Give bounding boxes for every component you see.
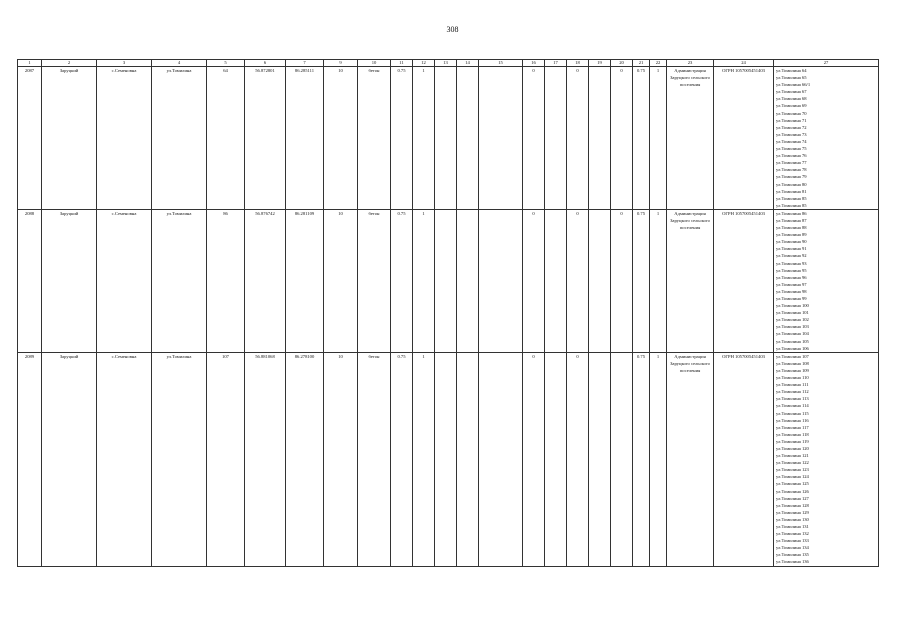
address-line: ул.Томилина 89	[776, 232, 807, 238]
cell-c14	[457, 67, 479, 210]
address-line: ул.Томилина 115	[776, 410, 809, 416]
column-header: 3	[97, 60, 152, 67]
address-line: ул.Томилина 99	[776, 296, 807, 301]
cell-c12: 1	[413, 352, 435, 566]
registry-table	[17, 59, 879, 567]
cell-house: 64	[207, 67, 245, 210]
address-line: ул.Томилина 122	[776, 460, 809, 466]
address-line: ул.Томилина 119	[776, 438, 809, 444]
cell-c9: 10	[324, 209, 358, 352]
column-header: 17	[545, 60, 567, 67]
column-header: 1	[18, 60, 42, 67]
address-line: ул.Томилина 68	[776, 96, 807, 102]
cell-c16: 0	[523, 209, 545, 352]
cell-org: Администрация Заруцкого сельского поселения	[667, 67, 714, 210]
address-line: ул.Томилина 124	[776, 474, 809, 480]
table-row	[18, 67, 879, 210]
cell-surface: бетон	[358, 209, 391, 352]
cell-c13	[435, 209, 457, 352]
cell-c9: 10	[324, 67, 358, 210]
cell-surface: бетон	[358, 67, 391, 210]
address-line: ул.Томилина 65	[776, 75, 807, 81]
address-line: ул.Томилина 127	[776, 495, 809, 501]
column-header: 15	[479, 60, 523, 67]
cell-locality: с.Семеновна	[97, 352, 152, 566]
column-header: 12	[413, 60, 435, 67]
cell-locality: с.Семеновна	[97, 209, 152, 352]
cell-locality: с.Семеновна	[97, 67, 152, 210]
column-header: 19	[589, 60, 611, 67]
cell-lat: 56.881068	[245, 352, 286, 566]
cell-c19	[589, 209, 611, 352]
address-line: ул.Томилина 66/1	[776, 82, 811, 88]
column-header: 7	[286, 60, 324, 67]
address-line: ул.Томилина 128	[776, 502, 809, 508]
address-line: ул.Томилина 86	[776, 210, 807, 216]
cell-no: 2089	[18, 352, 42, 566]
cell-c13	[435, 352, 457, 566]
address-line: ул.Томилина 73	[776, 131, 807, 137]
cell-c14	[457, 209, 479, 352]
address-line: ул.Томилина 135	[776, 552, 809, 558]
address-line: ул.Томилина 96	[776, 274, 807, 280]
cell-c19	[589, 67, 611, 210]
cell-addresses	[774, 209, 879, 352]
cell-street: ул.Томилина	[152, 352, 207, 566]
table-row	[18, 209, 879, 352]
column-header: 14	[457, 60, 479, 67]
address-line: ул.Томилина 100	[776, 303, 809, 309]
address-line: ул.Томилина 104	[776, 331, 809, 337]
cell-house: 107	[207, 352, 245, 566]
cell-c11: 0.75	[391, 209, 413, 352]
cell-c19	[589, 352, 611, 566]
cell-org: Администрация Заруцкого сельского поселения	[667, 352, 714, 566]
address-line: ул.Томилина 108	[776, 360, 809, 366]
cell-c15	[479, 352, 523, 566]
cell-no: 2087	[18, 67, 42, 210]
cell-c12: 1	[413, 209, 435, 352]
address-line: ул.Томилина 114	[776, 403, 809, 409]
cell-addresses	[774, 67, 879, 210]
address-line: ул.Томилина 112	[776, 389, 809, 395]
address-line: ул.Томилина 111	[776, 382, 809, 388]
address-line: ул.Томилина 78	[776, 167, 807, 173]
address-line: ул.Томилина 105	[776, 338, 809, 344]
address-line: ул.Томилина 91	[776, 246, 807, 252]
cell-ogrn: ОГРН 1057005451403	[714, 67, 774, 210]
cell-lon: 86.281109	[286, 209, 324, 352]
cell-c20: 0	[611, 209, 633, 352]
cell-settlement: Заруцкий	[42, 352, 97, 566]
cell-c22: 1	[650, 209, 667, 352]
address-line: ул.Томилина 109	[776, 367, 809, 373]
cell-c12: 1	[413, 67, 435, 210]
address-line: ул.Томилина 70	[776, 110, 807, 116]
cell-c20	[611, 352, 633, 566]
address-line: ул.Томилина 106	[776, 345, 809, 351]
cell-settlement: Заруцкий	[42, 67, 97, 210]
cell-c14	[457, 352, 479, 566]
column-header: 2	[42, 60, 97, 67]
column-header: 9	[324, 60, 358, 67]
cell-c16: 0	[523, 352, 545, 566]
table-row	[18, 352, 879, 566]
address-line: ул.Томилина 126	[776, 488, 809, 494]
page-number: 308	[446, 25, 459, 34]
address-line: ул.Томилина 92	[776, 253, 807, 259]
column-header: 22	[650, 60, 667, 67]
address-line: ул.Томилина 64	[776, 68, 807, 73]
column-header: 24	[714, 60, 774, 67]
cell-house: 86	[207, 209, 245, 352]
address-line: ул.Томилина 121	[776, 453, 809, 459]
cell-c11: 0.75	[391, 352, 413, 566]
column-header: 13	[435, 60, 457, 67]
address-line: ул.Томилина 88	[776, 225, 807, 231]
address-line: ул.Томилина 118	[776, 431, 809, 437]
address-line: ул.Томилина 129	[776, 509, 809, 515]
cell-c15	[479, 67, 523, 210]
cell-c21: 0.75	[633, 352, 650, 566]
address-line: ул.Томилина 81	[776, 188, 807, 194]
address-line: ул.Томилина 69	[776, 103, 807, 109]
address-line: ул.Томилина 130	[776, 516, 809, 522]
address-line: ул.Томилина 136	[776, 559, 809, 565]
cell-c21: 0.75	[633, 209, 650, 352]
column-header: 16	[523, 60, 545, 67]
address-line: ул.Томилина 80	[776, 181, 807, 187]
column-header: 5	[207, 60, 245, 67]
cell-c22: 1	[650, 352, 667, 566]
address-line: ул.Томилина 120	[776, 445, 809, 451]
header-row	[18, 60, 879, 67]
cell-addresses	[774, 352, 879, 566]
cell-settlement: Заруцкий	[42, 209, 97, 352]
address-line: ул.Томилина 101	[776, 310, 809, 316]
address-line: ул.Томилина 117	[776, 424, 809, 430]
cell-lat: 56.876742	[245, 209, 286, 352]
cell-street: ул.Томилина	[152, 67, 207, 210]
cell-c18: 0	[567, 352, 589, 566]
address-line: ул.Томилина 93	[776, 260, 807, 266]
column-header: 18	[567, 60, 589, 67]
column-header: 10	[358, 60, 391, 67]
cell-street: ул.Томилина	[152, 209, 207, 352]
cell-surface: бетон	[358, 352, 391, 566]
address-line: ул.Томилина 67	[776, 89, 807, 95]
cell-lat: 56.872801	[245, 67, 286, 210]
address-line: ул.Томилина 85	[776, 202, 807, 208]
address-line: ул.Томилина 123	[776, 467, 809, 473]
address-line: ул.Томилина 72	[776, 124, 807, 130]
address-line: ул.Томилина 102	[776, 317, 809, 323]
column-header: 21	[633, 60, 650, 67]
column-header: 6	[245, 60, 286, 67]
cell-ogrn: ОГРН 1057005451403	[714, 209, 774, 352]
cell-c11: 0.75	[391, 67, 413, 210]
address-line: ул.Томилина 116	[776, 417, 809, 423]
column-header: 23	[667, 60, 714, 67]
cell-c15	[479, 209, 523, 352]
address-line: ул.Томилина 107	[776, 353, 809, 359]
address-line: ул.Томилина 110	[776, 375, 809, 381]
column-header: 4	[152, 60, 207, 67]
cell-no: 2088	[18, 209, 42, 352]
address-line: ул.Томилина 71	[776, 117, 807, 123]
cell-lon: 86.285111	[286, 67, 324, 210]
address-line: ул.Томилина 75	[776, 146, 807, 152]
cell-c17	[545, 352, 567, 566]
cell-c13	[435, 67, 457, 210]
address-line: ул.Томилина 90	[776, 239, 807, 245]
cell-c21: 0.75	[633, 67, 650, 210]
cell-c17	[545, 209, 567, 352]
cell-c22: 1	[650, 67, 667, 210]
cell-c9: 10	[324, 352, 358, 566]
cell-c18: 0	[567, 209, 589, 352]
address-line: ул.Томилина 95	[776, 267, 807, 273]
cell-c18: 0	[567, 67, 589, 210]
column-header: 20	[611, 60, 633, 67]
column-header: 27	[774, 60, 879, 67]
address-line: ул.Томилина 79	[776, 174, 807, 180]
address-line: ул.Томилина 85	[776, 195, 807, 201]
address-line: ул.Томилина 97	[776, 281, 807, 287]
cell-ogrn: ОГРН 1057005451403	[714, 352, 774, 566]
address-line: ул.Томилина 77	[776, 160, 807, 166]
address-line: ул.Томилина 132	[776, 531, 809, 537]
address-line: ул.Томилина 87	[776, 217, 807, 223]
cell-lon: 86.278100	[286, 352, 324, 566]
cell-org: Администрация Заруцкого сельского поселения	[667, 209, 714, 352]
address-line: ул.Томилина 125	[776, 481, 809, 487]
address-line: ул.Томилина 134	[776, 545, 809, 551]
address-line: ул.Томилина 131	[776, 524, 809, 529]
address-line: ул.Томилина 74	[776, 138, 807, 144]
column-header: 11	[391, 60, 413, 67]
address-line: ул.Томилина 103	[776, 324, 809, 330]
address-line: ул.Томилина 76	[776, 153, 807, 159]
cell-c20: 0	[611, 67, 633, 210]
address-line: ул.Томилина 133	[776, 538, 809, 544]
address-line: ул.Томилина 98	[776, 288, 807, 294]
cell-c16: 0	[523, 67, 545, 210]
address-line: ул.Томилина 113	[776, 396, 809, 402]
cell-c17	[545, 67, 567, 210]
